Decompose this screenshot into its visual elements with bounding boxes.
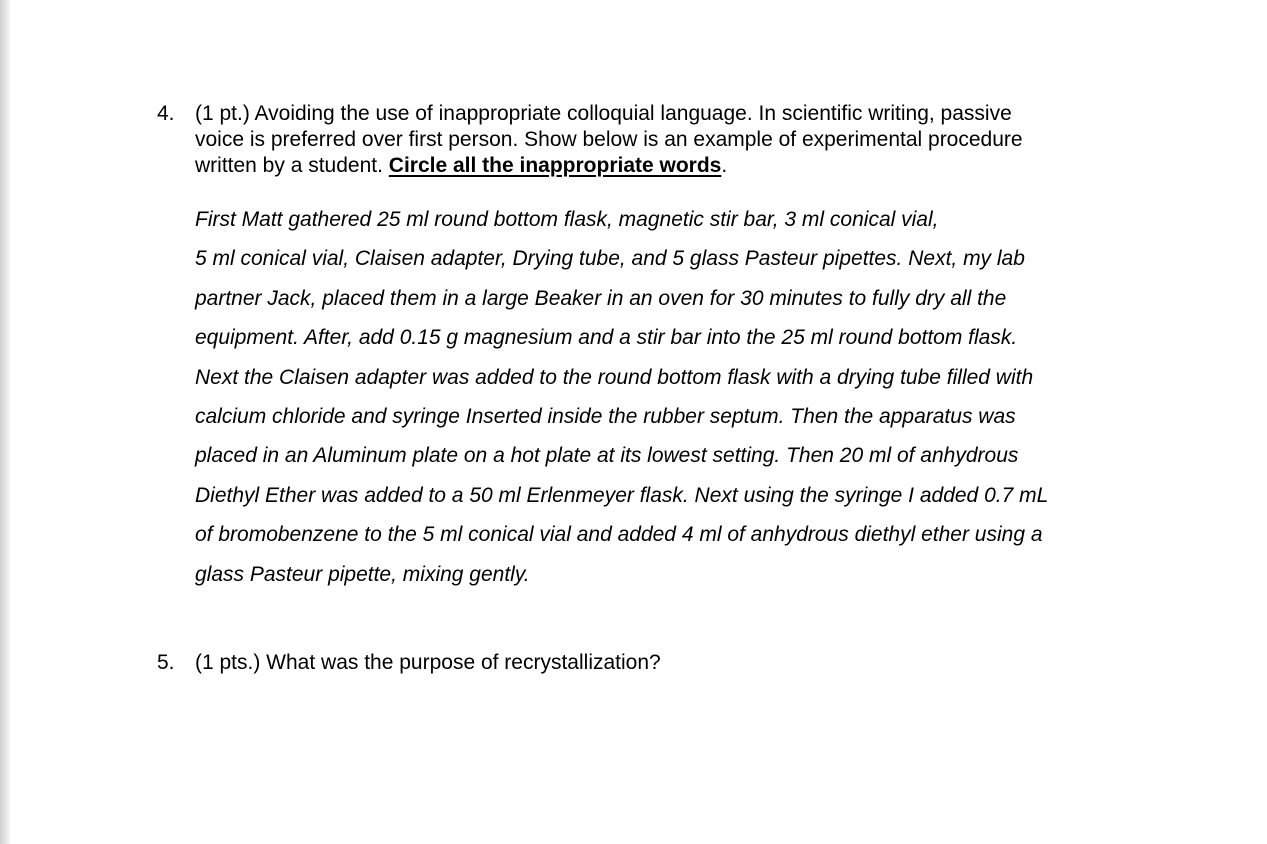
passage-line: First Matt gathered 25 ml round bottom flask, magnetic stir bar, 3 ml conical vial, bbox=[195, 208, 939, 231]
question-4-prompt bbox=[195, 101, 1125, 179]
question-4-line-1: (1 pt.) Avoiding the use of inappropriate colloquial language. In scientific writing, passive bbox=[195, 102, 1012, 125]
passage-line: Next the Claisen adapter was added to the round bottom flask with a drying tube filled with bbox=[195, 365, 1034, 389]
passage-line: equipment. After, add 0.15 g magnesium and a stir bar into the 25 ml round bottom flask. bbox=[195, 326, 1018, 350]
circle-instruction: Circle all the inappropriate words bbox=[388, 154, 722, 177]
page-left-edge bbox=[0, 0, 10, 844]
procedure-passage bbox=[195, 200, 1135, 594]
question-4-line-3-suffix: . bbox=[721, 154, 728, 177]
passage-line: glass Pasteur pipette, mixing gently. bbox=[195, 562, 530, 586]
question-5-number: 5. bbox=[157, 651, 175, 674]
passage-line: partner Jack, placed them in a large Beaker in an oven for 30 minutes to fully dry all the bbox=[195, 286, 1007, 310]
passage-line: 5 ml conical vial, Claisen adapter, Drying tube, and 5 glass Pasteur pipettes. Next, my lab bbox=[195, 247, 1025, 271]
question-5-prompt: (1 pts.) What was the purpose of recrystallization? bbox=[195, 651, 661, 674]
question-4-line-3 bbox=[195, 153, 1125, 179]
passage-line: of bromobenzene to the 5 ml conical vial and added 4 ml of anhydrous diethyl ether using a bbox=[195, 523, 1043, 547]
passage-line: placed in an Aluminum plate on a hot plate at its lowest setting. Then 20 ml of anhydrous bbox=[195, 444, 1019, 468]
question-4-number: 4. bbox=[157, 102, 175, 125]
question-4-line-2: voice is preferred over first person. Show below is an example of experimental procedure bbox=[195, 128, 1023, 151]
passage-line: Diethyl Ether was added to a 50 ml Erlenmeyer flask. Next using the syringe I added 0.7 mL bbox=[195, 483, 1049, 507]
question-4-line-3-prefix: written by a student. bbox=[195, 154, 389, 177]
passage-line: calcium chloride and syringe Inserted inside the rubber septum. Then the apparatus was bbox=[195, 404, 1016, 428]
